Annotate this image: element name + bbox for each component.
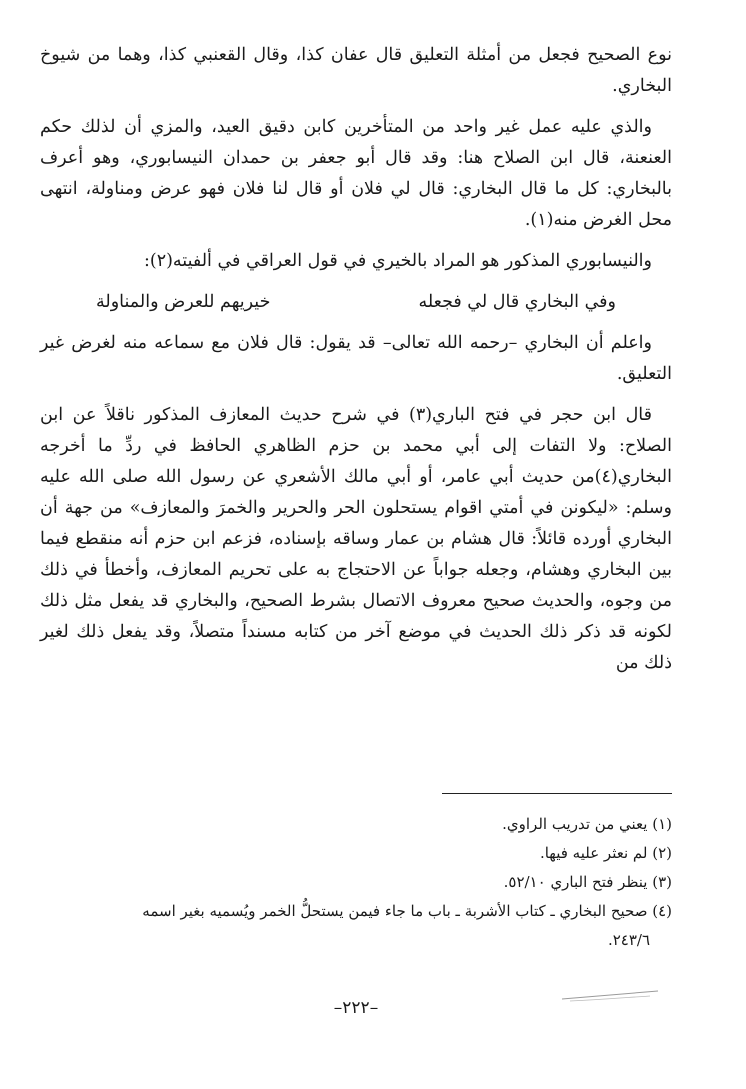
poem-verse [96,287,616,318]
footnote-1: (١) يعني من تدريب الراوي. [502,815,672,833]
footnote-3: (٣) ينظر فتح الباري ٥٢/١٠. [503,873,672,891]
footnotes [40,810,672,955]
footnote-4: (٤) صحيح البخاري ـ كتاب الأشربة ـ باب ما جاء فيمن يستحلُّ الخمر ويُسميه بغير اسمه [142,902,672,920]
paragraph-5: قال ابن حجر في فتح الباري(٣) في شرح حديث المعازف المذكور ناقلاً عن ابن الصلاح: ولا التفات إلى أبي محمد بن حزم الظاهري الحافظ في ردِّ ما أخرجه البخاري(٤)من حديث أبي عامر، أو أبي مالك الأشعري عن رسول الله صلى الله عليه وسلم: «ليكونن في أمتي اقوام يستحلون الحر والحرير والخمرَ والمعازف» من جهة أن البخاري أورده قائلاً: قال هشام بن عمار وساقه بإسناده، فزعم ابن حزم أنه منقطع فيما بين البخاري وهشام، وجعله جواباً عن الاحتجاج به على تحريم المعازف، وأخطأ في ذلك من وجوه، والحديث صحيح معروف الاتصال بشرط الصحيح، والبخاري قد يفعل مثل ذلك لكونه قد ذكر ذلك الحديث في موضع آخر من كتابه مسنداً متصلاً، وقد يفعل ذلك لغير ذلك من [40,405,672,673]
document-page [40,40,672,1060]
footnote-2: (٢) لم نعثر عليه فيها. [539,844,672,862]
paragraph-1: نوع الصحيح فجعل من أمثلة التعليق قال عفان كذا، وقال القعنبي كذا، وهما من شيوخ البخاري. [40,45,672,96]
verse-first-hemistich: وفي البخاري قال لي فجعله [418,292,616,312]
page-number: –٢٢٢– [333,998,379,1018]
pen-mark [560,985,660,1005]
footnote-separator [442,793,672,794]
paragraph-3: والنيسابوري المذكور هو المراد بالخيري في قول العراقي في ألفيته(٢): [143,251,652,271]
footnote-4-continuation: ٢٤٣/٦. [607,931,650,949]
paragraph-2: والذي عليه عمل غير واحد من المتأخرين كابن دقيق العيد، والمزي أن لذلك حكم العنعنة، قال ابن الصلاح هنا: وقد قال أبو جعفر بن حمدان النيسابوري، وهو أعرف بالبخاري: كل ما قال البخاري: قال لي فلان أو قال لنا فلان فهو عرض ومناولة، انتهى محل الغرض منه(١). [40,117,672,230]
paragraph-4: واعلم أن البخاري –رحمه الله تعالى– قد يقول: قال فلان مع سماعه منه لغرض غير التعليق. [40,333,672,384]
main-text [40,40,672,679]
verse-second-hemistich: خيريهم للعرض والمناولة [96,292,271,312]
